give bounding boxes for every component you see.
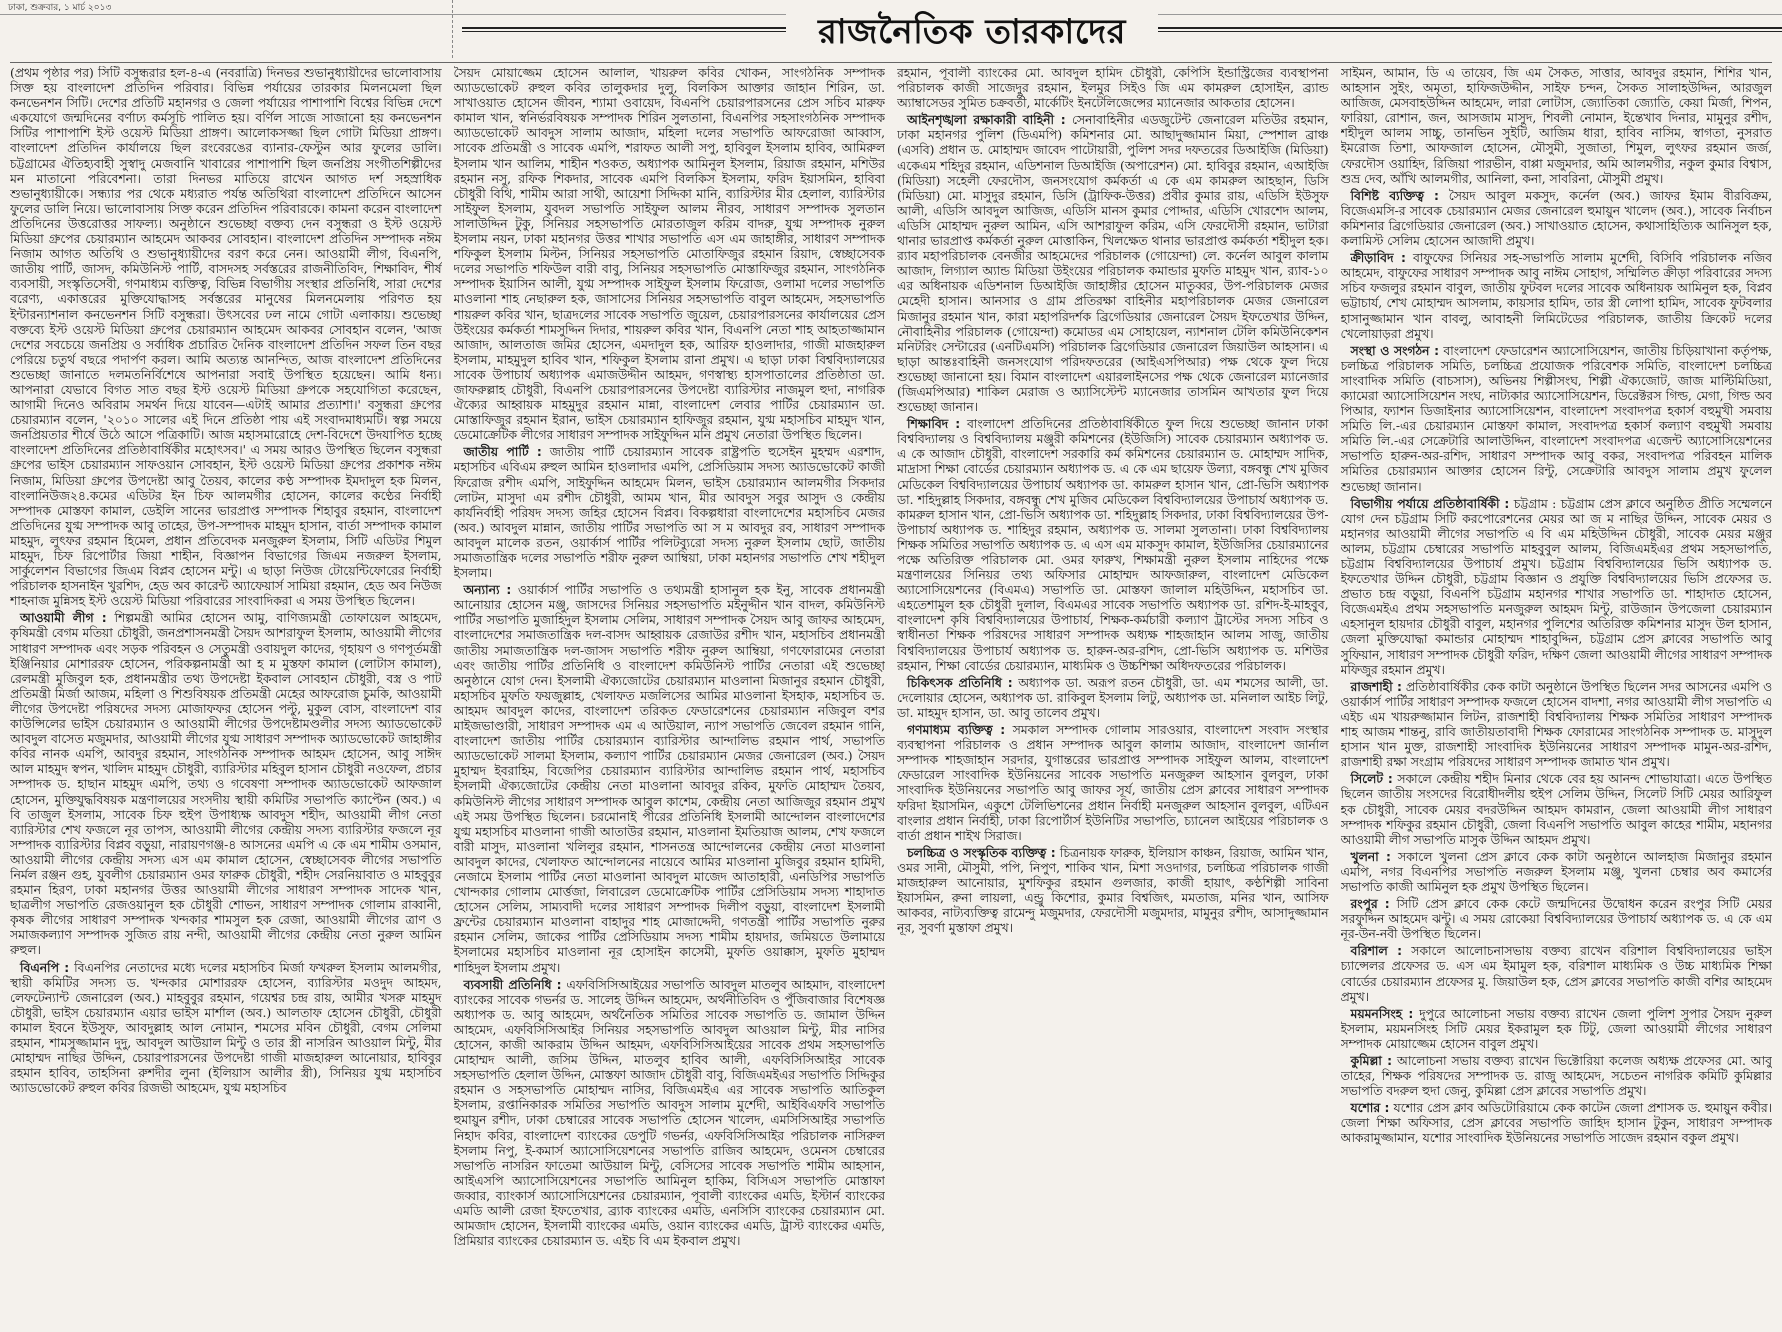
paragraph-text: আলোচনা সভায় বক্তব্য রাখেন ভিক্টোরিয়া কলেজ অধ্যক্ষ প্রফেসর মো. আবু তাহের, শিক্ষক পরিষদের সম্পাদক ড. রাজু আহমেদ, সচেতন নাগরিক কমিটি কুমিল্লার সভাপতি বদরুল হুদা জেনু, কুমিল্লা প্রেস ক্লাবের সভাপতি প্রমুখ। — [1340, 1054, 1772, 1099]
section-label: চিকিৎসক প্রতিনিধি : — [907, 675, 1013, 690]
section-label: অন্যান্য : — [463, 583, 512, 598]
paragraph-text: বাংলাদেশ প্রতিদিনের প্রতিষ্ঠাবার্ষিকীতে ফুল দিয়ে শুভেচ্ছা জানান ঢাকা বিশ্ববিদ্যালয় ও বিশ্ববিদ্যালয় মঞ্জুরী কমিশনের (ইউজিসি) সাবেক চেয়ারম্যান অধ্যাপক ড. এ কে আজাদ চৌধুরী, বাংলাদেশ সরকারি কর্ম কমিশনের চেয়ারম্যান ড. মোহাম্মদ সাদিক, মাদ্রাসা শিক্ষা বোর্ডের চেয়ারম্যান অধ্যাপক ড. এ কে এম ছায়েফ উল্যা, বঙ্গবন্ধু শেখ মুজিব মেডিকেল বিশ্ববিদ্যালয়ের উপাচার্য অধ্যাপক ডা. কামরুল হাসান খান, প্রো-ভিসি অধ্যাপক ডা. শহিদুল্লাহ সিকদার, বঙ্গবন্ধু শেখ মুজিব মেডিকেল বিশ্ববিদ্যালয়ের উপাচার্য অধ্যাপক ড. কামরুল হাসান খান, প্রো-ভিসি অধ্যাপক ডা. শহিদুল্লাহ সিকদার, ঢাকা বিশ্ববিদ্যালয়ের উপ-উপাচার্য অধ্যাপক ড. শাহিদুর রহমান, অধ্যাপক ড. সালমা সুলতানা। ঢাকা বিশ্ববিদ্যালয় শিক্ষক সমিতির সভাপতি অধ্যাপক ড. এ এস এম মাকসুদ কামাল, ইউজিসির চেয়ারম্যানের পক্ষে অতিরিক্ত পরিচালক মো. ওমর ফারুখ, শিক্ষামন্ত্রী নুরুল ইসলাম নাহিদের পক্ষে মন্ত্রণালয়ের সিনিয়র তথ্য অফিসার মোহাম্মদ আফজারুল, বাংলাদেশ মেডিকেল অ্যাসোসিয়েশনের (বিএমএ) সভাপতি ডা. মোস্তফা জালাল মহিউদ্দিন, মহাসচিব ডা. এহতেশামুল হক চৌধুরী দুলাল, বিএমএর সাবেক সভাপতি অধ্যাপক ডা. রশিদ-ই-মাহবুব, বাংলাদেশ কৃষি বিশ্ববিদ্যালয়ের উপাচার্য, শিক্ষক-কর্মচারী কল্যাণ ট্রাস্টের সদস্য সচিব ও স্বাধীনতা শিক্ষক পরিষদের সাধারণ সম্পাদক অধ্যক্ষ শাহজাহান আলম সাজু, জাতীয় বিশ্ববিদ্যালয়ের উপাচার্য অধ্যাপক ড. হারুন-অর-রশিদ, প্রো-ভিসি অধ্যাপক ড. মশিউর রহমান, শিক্ষা বোর্ডের চেয়ারম্যান, মাধ্যমিক ও উচ্চশিক্ষা অধিদফতরের পরিচালক। — [897, 417, 1329, 673]
article-paragraph — [1341, 1054, 1773, 1099]
paragraph-text: বাফুফের সিনিয়র সহ-সভাপতি সালাম মুর্শেদী, বিসিবি পরিচালক নজিব আহমেদ, বাফুফের সাধারণ সম্পাদক আবু নাঈম সোহাগ, সম্মিলিত ক্রীড়া পরিবারের সদস্য সচিব ফজলুর রহমান বাবুল, জাতীয় ফুটবল দলের সাবেক অধিনায়ক আমিনুল হক, বিপ্লব ভট্টাচার্য, শেখ মোহাম্মদ আসলাম, কায়সার হামিদ, তার স্ত্রী লোপা হামিদ, সাবেক ফুটবলার হাসানুজ্জামান খান বাবলু, আবাহনী লিমিটেডের পরিচালক, জাতীয় ক্রিকেট দলের খেলোয়াড়রা প্রমুখ। — [1340, 251, 1772, 341]
article-paragraph — [1341, 897, 1773, 942]
paragraph-text: সেনাবাহিনীর এডজুটেন্ট জেনারেল মতিউর রহমান, ঢাকা মহানগর পুলিশ (ডিএমপি) কমিশনার মো. আছাদুজ্জামান মিয়া, স্পেশাল ব্রাঞ্চ (এসবি) প্রধান ড. মোহাম্মদ জাবেদ পাটোয়ারী, পুলিশ সদর দফতরের ডিআইজি (মিডিয়া) একেএম শহিদুর রহমান, এডিশনাল ডিআইজি (অপারেশন) মো. হাবিবুর রহমান, এআইজি (মিডিয়া) সহেলী ফেরদৌস, জনসংযোগ কর্মকর্তা এ কে এম কামরুল আহছান, ডিসি (মিডিয়া) মো. মাসুদুর রহমান, ডিসি (ট্রাফিক-উত্তর) প্রবীর কুমার রায়, এডিসি ইউসুফ আলী, এডিসি আবদুল আজিজ, এডিসি মানস কুমার পোদ্দার, এডিসি খোরশেদ আলম, এডিসি মোহাম্মদ নুরুল আমিন, এসি আশরাফুল করিম, এসি ফেরদৌসী রহমান, ভাটারা থানার ভারপ্রাপ্ত কর্মকর্তা নুরুল মোত্তাকিন, খিলক্ষেত থানার ভারপ্রাপ্ত কর্মকর্তা শহীদুল হক। র‌্যাব মহাপরিচালক বেনজীর আহমেদের পরিচালক (গোয়েন্দা) লে. কর্নেল আবুল কালাম আজাদ, লিগ্যাল অ্যান্ড মিডিয়া উইংয়ের পরিচালক কমান্ডার মুফতি মাহমুদ খান, র‌্যাব-১০ এর অধিনায়ক এডিশনাল ডিআইজি জাহাঙ্গীর হোসেন মাতুব্বর, উপ-পরিচালক মেজর মেহেদী হাসান। আনসার ও গ্রাম প্রতিরক্ষা বাহিনীর মহাপরিচালক মেজর জেনারেল মিজানুর রহমান খান, কারা মহাপরিদর্শক ব্রিগেডিয়ার জেনারেল সৈয়দ ইফতেখার উদ্দিন, নৌবাহিনীর পরিচালক (গোয়েন্দা) কমোডর এম সোহায়েল, ন্যাশনাল টেলি কমিউনিকেশন মনিটরিং সেন্টারের (এনটিএমসি) পরিচালক ব্রিগেডিয়ার জেনারেল জিয়াউল আহসান। এ ছাড়া আন্তঃবাহিনী জনসংযোগ পরিদফতরের (আইএসপিআর) পক্ষ থেকে ফুল দিয়ে শুভেচ্ছা জানানো হয়। বিমান বাংলাদেশ এয়ারলাইনসের পক্ষ থেকে জেনারেল ম্যানেজার (জিএমপিআর) শাকিল মেরাজ ও অ্যাসিস্টেন্ট ম্যানেজার তাসমিন আখতার ফুল দিয়ে শুভেচ্ছা জানান। — [897, 113, 1329, 415]
section-label: কুমিল্লা : — [1350, 1054, 1393, 1068]
article-paragraph — [897, 66, 1329, 111]
article-paragraph — [1341, 1101, 1773, 1146]
article-paragraph — [1341, 66, 1773, 187]
paragraph-text: সৈয়দ মোয়াজ্জেম হোসেন আলাল, খায়রুল কবির খোকন, সাংগঠনিক সম্পাদক অ্যাডভোকেট রুহুল কবির তালুকদার দুলু, বিলকিস আক্তার জাহান শিরিন, ডা. সাখাওয়াত হোসেন জীবন, শ্যামা ওবায়েদ, বিএনপি চেয়ারপারসনের প্রেস সচিব মারুফ কামাল খান, স্বনির্ভরবিষয়ক সম্পাদক শিরিন সুলতানা, বিএনপির সহসাংগঠনিক সম্পাদক অ্যাডভোকেট আবদুস সালাম আজাদ, মহিলা দলের সভাপতি আফরোজা আব্বাস, সাবেক প্রতিমন্ত্রী ও সাবেক এমপি, শরাফত আলী সপু, হাবিবুল ইসলাম হাবিব, আমিরুল ইসলাম খান আলিম, শাহীন শওকত, অধ্যাপক আমিনুল ইসলাম, রিয়াজ রহমান, মশিউর রহমান নসু, রফিক শিকদার, সাবেক এমপি বিলকিস ইসলাম, ফরিদ ইয়াসমিন, হাবিবা চৌধুরী বিথি, শামীম আরা সাথী, আয়েশা সিদ্দিকা মানি, ব্যারিস্টার মীর হেলাল, ব্যারিস্টার সাইফুল ইসলাম, যুবদল সভাপতি সাইফুল আলম নীরব, সাধারণ সম্পাদক সুলতান সালাউদ্দিন টুকু, সিনিয়র সহসভাপতি মোরতাজুল করিম বাদরু, যুগ্ম সম্পাদক নুরুল ইসলাম নয়ন, ঢাকা মহানগর উত্তর শাখার সভাপতি এস এম জাহাঙ্গীর, সাধারণ সম্পাদক শফিকুল ইসলাম মিল্টন, সিনিয়র সহসভাপতি মোতাফিজুর রহমান রিয়াদ, স্বেচ্ছাসেবক দলের সভাপতি শফিউল বারী বাবু, সিনিয়র সহসভাপতি মোস্তাফিজুর রহমান, সাংগঠনিক সম্পাদক ইয়াসিন আলী, যুগ্ম সম্পাদক সাইফুল ইসলাম ফিরোজ, ওলামা দলের সভাপতি মাওলানা শাহ নেছারুল হক, জাসাসের সিনিয়র সহসভাপতি বাবুল আহমেদ, সহসভাপতি শায়রুল কবির খান, ছাত্রদলের সাবেক সভাপতি জুয়েল, চেয়ারপারসনের কার্যালয়ের প্রেস উইংয়ের কর্মকর্তা শামসুদ্দিন দিদার, শায়রুল কবির খান, বিএনপি নেতা শাহ আহতাজ্জামান আজাদ, আলতাজ জমির হোসেন, এমদাদুল হক, আরিফ হাওলাদার, গাজী মাজহারুল ইসলাম, মাহমুদুল হাবিব খান, শফিকুল ইসলাম রানা প্রমুখ। এ ছাড়া ঢাকা বিশ্ববিদ্যালয়ের সাবেক উপাচার্য অধ্যাপক এমাজউদ্দীন আহমদ, গণস্বাস্থ্য হাসপাতালের প্রতিষ্ঠাতা ডা. জাফরুল্লাহ চৌধুরী, বিএনপি চেয়ারপারসনের উপদেষ্টা ব্যারিস্টার নাজমুল হুদা, নাগরিক ঐক্যের আহ্বায়ক মাহমুদুর রহমান মান্না, বাংলাদেশ লেবার পার্টির চেয়ারম্যান ডা. মোস্তাফিজুর রহমান ইরান, ভাইস চেয়ারম্যান হাফিজুর রহমান, যুগ্ম মহাসচিব মাহমুদ খান, ডেমোক্রেটিক লীগের সাধারণ সম্পাদক সাইফুদ্দিন মনি প্রমুখ নেতারা উপস্থিত ছিলেন। — [453, 66, 885, 443]
section-label: বিএনপি : — [20, 960, 70, 975]
section-label: জাতীয় পার্টি : — [463, 445, 542, 460]
page-meta: ঢাকা, শুক্রবার, ১ মার্চ ২০১৩ — [8, 3, 112, 13]
article-paragraph — [10, 961, 442, 1097]
paragraph-text: বিএনপির নেতাদের মধ্যে দলের মহাসচিব মির্জা ফখরুল ইসলাম আলমগীর, স্থায়ী কমিটির সদস্য ড. খন্দকার মোশাররফ হোসেন, ব্যারিস্টার মওদুদ আহমদ, লেফটেন্যান্ট জেনারেল (অব.) মাহবুবুর রহমান, গয়েশ্বর চন্দ্র রায়, আমীর খসরু মাহমুদ চৌধুরী, ভাইস চেয়ারম্যান এয়ার ভাইস মার্শাল (অব.) আলতাফ হোসেন চৌধুরী, চৌধুরী কামাল ইবনে ইউসুফ, আবদুল্লাহ আল নোমান, শমসের মবিন চৌধুরী, বেগম সেলিমা রহমান, শামসুজ্জামান দুদু, আবদুল আউয়াল মিন্টু ও তার স্ত্রী নাসরিন আওয়াল মিন্টু, মীর মোহাম্মদ নাছির উদ্দিন, চেয়ারপারসনের উপদেষ্টা গাজী মাজহারুল আনোয়ার, হাবিবুর রহমান হাবিব, তাহসিনা রুশদীর লুনা (ইলিয়াস আলীর স্ত্রী), সিনিয়র যুগ্ম মহাসচিব অ্যাডভোকেট রুহুল কবির রিজভী আহমেদ, যুগ্ম মহাসচিব — [10, 960, 442, 1096]
article-paragraph — [1341, 772, 1773, 847]
paragraph-text: চিত্রনায়ক ফারুক, ইলিয়াস কাঞ্চন, রিয়াজ, আমিন খান, ওমর সানী, মৌসুমী, পপি, নিপুণ, শাকিব খান, মিশা সওদাগর, চলচ্চিত্র পরিচালক গাজী মাজহারুল আনোয়ার, মুশফিকুর রহমান গুলজার, কাজী হায়াৎ, কণ্ঠশিল্পী সাবিনা ইয়াসমিন, রুনা লায়লা, এন্ড্রু কিশোর, কুমার বিশ্বজিৎ, মমতাজ, মনির খান, আসিফ আকবর, নাট্যব্যক্তিত্ব রামেন্দু মজুমদার, ফেরদৌসী মজুমদার, মামুনুর রশীদ, আসাদুজ্জামান নূর, সুবর্ণা মুস্তাফা প্রমুখ। — [897, 845, 1329, 936]
section-label: আওয়ামী লীগ : — [20, 611, 107, 626]
paragraph-text: (প্রথম পৃষ্ঠার পর) সিটি বসুন্ধরার হল-৪-এ (নবরাত্রি) দিনভর শুভানুধ্যায়ীদের ভালোবাসায় সিক্ত হয় বাংলাদেশ প্রতিদিন পরিবার। বিভিন্ন পর্যায়ের তারকার মিলনমেলা ছিল কনভেনশন সিটি। দেশের প্রতিটি মহানগর ও জেলা পর্যায়ের পাশাপাশি বিশ্বের বিভিন্ন দেশে একযোগে জন্মদিনের বর্ণাঢ্য কর্মসূচি পালিত হয়। বর্ণিল সাজে সাজানো হয় কনভেনশন সিটির পাশাপাশি ইস্ট ওয়েস্ট মিডিয়া প্রাঙ্গণ। আলোকসজ্জা ছিল গোটা মিডিয়া প্রাঙ্গণ। বাংলাদেশ প্রতিদিন কার্যালয়ে ছিল রংবেরঙের ব্যানার-ফেস্টুন আর ফুলের ডালি। চট্টগ্রামের ঐতিহ্যবাহী সুস্বাদু মেজবানি খাবারের পাশাপাশি ছিল জনপ্রিয় সংগীতশিল্পীদের মন মাতানো পরিবেশনা। তারা দিনভর মাতিয়ে রাখেন আগত দর্শ সহস্রাধিক শুভানুধ্যায়ীকে। সন্ধ্যার পর থেকে মধ্যরাত পর্যন্ত অতিথিরা বাংলাদেশ প্রতিদিনে আসেন ফুলের ডালি নিয়ে। ভালোবাসায় সিক্ত করেন প্রতিদিন পরিবারকে। কামনা করেন বাংলাদেশ প্রতিদিনের উত্তরোত্তর সাফল্য। অনুষ্ঠানে শুভেচ্ছা বক্তব্য দেন বসুন্ধরা ও ইস্ট ওয়েস্ট মিডিয়া গ্রুপের চেয়ারম্যান আহমেদ আকবর সোবহান। বাংলাদেশ প্রতিদিন সম্পাদক নঈম নিজাম আগত অতিথি ও শুভানুধ্যায়ীদের বরণ করে নেন। আওয়ামী লীগ, বিএনপি, জাতীয় পার্টি, জাসদ, কমিউনিস্ট পার্টি, বাসদসহ সর্বস্তরের রাজনীতিবিদ, শিক্ষাবিদ, শীর্ষ ব্যবসায়ী, সংস্কৃতিসেবী, গণমাধ্যম ব্যক্তিত্ব, বিভিন্ন বিভাগীয় সংস্থার প্রতিনিধি, সারা দেশের বরেণ্য, একাত্তরের মুক্তিযোদ্ধাসহ সর্বস্তরের মানুষের মিলনমেলায় পরিণত হয় ইন্টারন্যাশনাল কনভেনশন সিটি বসুন্ধরা। উৎসবের ঢল নামে গোটা এলাকায়। শুভেচ্ছা বক্তব্যে ইস্ট ওয়েস্ট মিডিয়া গ্রুপের চেয়ারম্যান আহমেদ আকবর সোবহান বলেন, 'আজ দেশের সবচেয়ে জনপ্রিয় ও সর্বাধিক প্রচারিত দৈনিক বাংলাদেশ প্রতিদিন সফল তিন বছর পেরিয়ে চতুর্থ বছরে পদার্পণ করল। আমি অত্যন্ত আনন্দিত, আজ বাংলাদেশ প্রতিদিনের শুভেচ্ছা জানাতে দলমতনির্বিশেষে আপনারা সবাই উপস্থিত হয়েছেন। আমি ধন্য। আপনারা যেভাবে বিগত সাত বছর ইস্ট ওয়েস্ট মিডিয়া গ্রুপকে সহযোগিতা করেছেন, আগামী দিনেও অবিরাম সমর্থন দিয়ে যাবেন—এটাই আমার প্রত্যাশা।' বসুন্ধরা গ্রুপের চেয়ারম্যান বলেন, '২০১০ সালের এই দিনে প্রতিষ্ঠা পায় এই সংবাদমাধ্যমটি। স্বল্প সময়ে জনপ্রিয়তার শীর্ষে উঠে আসে পত্রিকাটি। আজ মহাসমারোহে দেশ-বিদেশে উদযাপিত হচ্ছে বাংলাদেশ প্রতিদিনের প্রতিষ্ঠাবার্ষিকীর মহোৎসব।' এ সময় আরও উপস্থিত ছিলেন বসুন্ধরা গ্রুপের ভাইস চেয়ারম্যান সাফওয়ান সোবহান, ইস্ট ওয়েস্ট মিডিয়া গ্রুপের প্রকাশক নঈম নিজাম, মিডিয়া গ্রুপের উপদেষ্টা আবু তৈয়ব, কালের কণ্ঠ সম্পাদক ইমদাদুল হক মিলন, বাংলানিউজ২৪.কমের এডিটর ইন চিফ আলমগীর হোসেন, কালের কণ্ঠের নির্বাহী সম্পাদক মোস্তফা কামাল, ডেইলি সানের ভারপ্রাপ্ত সম্পাদক শিহাবুর রহমান, বাংলাদেশ প্রতিদিনের যুগ্ম সম্পাদক আবু তাহের, উপ-সম্পাদক মাহমুদ হাসান, বার্তা সম্পাদক কামাল মাহমুদ, লুৎফর রহমান হিমেল, প্রধান প্রতিবেদক মনজুরুল ইসলাম, সিটি এডিটর শিমুল মাহমুদ, চিফ রিপোর্টার জিয়া শাহীন, বিজ্ঞাপন বিভাগের জিএম নজরুল ইসলাম, সার্কুলেশন বিভাগের জিএম বিপ্লব হোসেন মন্টু। এ ছাড়া নিউজ টোয়েন্টিফোরের নির্বাহী পরিচালক হাসনাইন খুরশিদ, হেড অব কারেন্ট অ্যাফেয়ার্স সামিয়া রহমান, হেড অব নিউজ শাহনাজ মুন্নিসহ ইস্ট ওয়েস্ট মিডিয়া পরিবারের সাংবাদিকরা এ সময় উপস্থিত ছিলেন। — [10, 66, 442, 609]
paragraph-text: সকালে আলোচনাসভায় বক্তব্য রাখেন বরিশাল বিশ্ববিদ্যালয়ের ভাইস চ্যান্সেলর প্রফেসর ড. এস এম ইমামুল হক, বরিশাল মাধ্যমিক ও উচ্চ মাধ্যমিক শিক্ষা বোর্ডের চেয়ারম্যান প্রফেসর মু. জিয়াউল হক, প্রেস ক্লাবের সভাপতি কাজী বশির আহমেদ প্রমুখ। — [1340, 944, 1772, 1004]
paragraph-text: দুপুরে আলোচনা সভায় বক্তব্য রাখেন জেলা পুলিশ সুপার সৈয়দ নুরুল ইসলাম, ময়মনসিংহ সিটি মেয়র ইকরামুল হক টিটু, জেলা আওয়ামী লীগের সাধারণ সম্পাদক মোয়াজ্জেম হোসেন বাবুল প্রমুখ। — [1340, 1006, 1772, 1051]
article-paragraph — [1341, 189, 1773, 249]
article-paragraph — [1341, 680, 1773, 771]
section-label: বরিশাল : — [1350, 944, 1403, 959]
article-paragraph — [1341, 944, 1773, 1004]
article-paragraph — [897, 113, 1329, 415]
body-rule — [10, 62, 1772, 63]
section-label: বিশিষ্ট ব্যক্তিত্ব : — [1350, 188, 1439, 203]
article-paragraph — [897, 723, 1329, 844]
article-paragraph — [897, 676, 1329, 721]
article-paragraph — [1341, 497, 1773, 678]
paragraph-text: প্রতিষ্ঠাবার্ষিকীর কেক কাটা অনুষ্ঠানে উপস্থিত ছিলেন সদর আসনের এমপি ও ওয়ার্কার্স পার্টির সাধারণ সম্পাদক ফজলে হোসেন বাদশা, নগর আওয়ামী লীগ সভাপতি এ এইচ এম খায়রুজ্জামান লিটন, রাজশাহী বিশ্ববিদ্যালয় শিক্ষক সমিতির সাধারণ সম্পাদক শাহ আজম শান্তনু, রাবি জাতীয়তাবাদী শিক্ষক ফোরামের সাংগঠনিক সম্পাদক ড. মাসুদুল হাসান খান মুক্ত, রাজশাহী সাংবাদিক ইউনিয়নের সাধারণ সম্পাদক মামুন-অর-রশিদ, রাজশাহী রক্ষা সংগ্রাম পরিষদের সাধারণ সম্পাদক জামাত খান প্রমুখ। — [1340, 679, 1772, 770]
paragraph-text: সাইমন, আমান, ডি এ তায়েব, জি এম সৈকত, সাত্তার, আবদুর রহমান, শিশির খান, আহসান সুইং, অমৃতা, হাফিজউদ্দীন, সাইফ চন্দন, সৈকত সালাহউদ্দিন, আরজুল আজিজ, মেসবাহউদ্দিন আহমেদ, লারা লোটাস, জ্যোতিকা জ্যোতি, কেয়া মির্জা, শিপন, ফারিয়া, রোশান, জন, আসজাম মাসুদ, শিবলী নোমান, ইন্তেখাব দিনার, মামুনুর রশীদ, শহীদুল আলম সাচ্চু, তানভিন সুইটি, আজিম ধারা, হাবিব নাসিম, স্বাগতা, নুসরাত ইমরোজ তিশা, আফজাল হোসেন, মৌসুমী, সুজাতা, শিমুল, লুৎফর রহমান জর্জ, ফেরদৌস ওয়াহিদ, রিজিয়া পারভীন, বাপ্পা মজুমদার, অমি আলমগীর, নকুল কুমার বিশ্বাস, শুভ্র দেব, আঁখি আলমগীর, আনিলা, কনা, সাবরিনা, মৌসুমী প্রমুখ। — [1340, 66, 1772, 186]
paragraph-text: চট্টগ্রাম : চট্টগ্রাম প্রেস ক্লাবে অনুষ্ঠিত প্রীতি সম্মেলনে যোগ দেন চট্টগ্রাম সিটি করপোরেশনের মেয়র আ জ ম নাছির উদ্দিন, সাবেক মেয়র ও মহানগর আওয়ামী লীগের সভাপতি এ বি এম মহিউদ্দিন চৌধুরী, সাবেক মেয়র মঞ্জুর আলম, চট্টগ্রাম চেম্বারের সভাপতি মাহবুবুল আলম, বিজিএমইএর প্রথম সহসভাপতি, চট্টগ্রাম বিশ্ববিদ্যালয়ের উপাচার্য প্রমুখ। চট্টগ্রাম বিশ্ববিদ্যালয়ের ভিসি অধ্যাপক ড. ইফতেখার উদ্দিন চৌধুরী, চট্টগ্রাম বিজ্ঞান ও প্রযুক্তি বিশ্ববিদ্যালয়ের ভিসি প্রফেসর ড. প্রভাত চন্দ্র বড়ুয়া, বিএনপি চট্টগ্রাম মহানগর শাখার সভাপতি ডা. শাহাদাত হোসেন, বিজেএমইএ প্রথম সহসভাপতি মনজুরুল আহমদ মিন্টু, রাউজান উপজেলা চেয়ারম্যান এহসানুল হায়দার চৌধুরী বাবুল, মহানগর পুলিশের অতিরিক্ত কমিশনার মাসুদ উল হাসান, জেলা মুক্তিযোদ্ধা কমান্ডার মোহাম্মদ শাহাবুদ্দিন, চট্টগ্রাম প্রেস ক্লাবের সভাপতি আবু সুফিয়ান, সাধারণ সম্পাদক চৌধুরী ফরিদ, দক্ষিণ জেলা আওয়ামী লীগের সাধারণ সম্পাদক মফিজুর রহমান প্রমুখ। — [1340, 496, 1772, 677]
section-label: শিক্ষাবিদ : — [907, 417, 961, 432]
header-divider — [452, 0, 453, 58]
section-label: রাজশাহী : — [1350, 679, 1402, 694]
section-label: গণমাধ্যম ব্যক্তিত্ব : — [907, 723, 1006, 738]
section-label: রংপুর : — [1350, 897, 1390, 912]
paragraph-text: সৈয়দ আবুল মকসুদ, কর্নেল (অব.) জাফর ইমাম বীরবিক্রম, বিজেএমসি-র সাবেক চেয়ারম্যান মেজর জেনারেল হুমায়ুন খালেদ (অব.), সাবেক নির্বাচন কমিশনার ব্রিগেডিয়ার জেনারেল (অব.) সাখাওয়াত হোসেন, কথাসাহিত্যিক আনিসুল হক, কলামিস্ট সেলিম হোসেন আজাদী প্রমুখ। — [1340, 188, 1772, 249]
article-column-1 — [10, 66, 442, 1324]
article-paragraph — [897, 417, 1329, 674]
section-label: খুলনা : — [1350, 849, 1391, 864]
section-label: ময়মনসিংহ : — [1350, 1006, 1414, 1021]
section-label: বিভাগীয় পর্যায়ে প্রতিষ্ঠাবার্ষিকী : — [1350, 496, 1510, 511]
section-label: ক্রীড়াবিদ : — [1350, 251, 1406, 266]
article-columns — [10, 66, 1772, 1324]
paragraph-text: সমকাল সম্পাদক গোলাম সারওয়ার, বাংলাদেশ সংবাদ সংস্থার ব্যবস্থাপনা পরিচালক ও প্রধান সম্পাদক আবুল কালাম আজাদ, বাংলাদেশ জার্নাল সম্পাদক শাহজাহান সরদার, যুগান্তরের ভারপ্রাপ্ত সম্পাদক সাইফুল আলম, বাংলাদেশ ফেডারেল সাংবাদিক ইউনিয়নের সাবেক সভাপতি মনজুরুল আহসান বুলবুল, ঢাকা সাংবাদিক ইউনিয়নের সভাপতি আবু জাফর সূর্য, জাতীয় প্রেস ক্লাবের সাধারণ সম্পাদক ফরিদা ইয়াসমিন, একুশে টেলিভিশনের প্রধান নির্বাহী মনজুরুল আহসান বুলবুল, এটিএন বাংলার প্রধান নির্বাহী, ঢাকা রিপোর্টার্স ইউনিটির সভাপতি, চ্যানেল আইয়ের পরিচালক ও বার্তা প্রধান শাইখ সিরাজ। — [897, 723, 1329, 843]
article-paragraph — [1341, 344, 1773, 495]
article-paragraph — [454, 978, 886, 1250]
article-paragraph — [1341, 1007, 1773, 1052]
section-label: সিলেট : — [1350, 772, 1393, 787]
article-column-4 — [1341, 66, 1773, 1324]
paragraph-text: সকালে কেন্দ্রীয় শহীদ মিনার থেকে বের হয় আনন্দ শোভাযাত্রা। এতে উপস্থিত ছিলেন জাতীয় সংসদের বিরোধীদলীয় হুইপ সেলিম উদ্দিন, সিলেট সিটি মেয়র আরিফুল হক চৌধুরী, সাবেক মেয়র বদরউদ্দিন আহমদ কামরান, জেলা আওয়ামী লীগ সাধারণ সম্পাদক শফিকুর রহমান চৌধুরী, জেলা বিএনপি সভাপতি আবুল কাহের শামীম, মহানগর আওয়ামী লীগ সভাপতি মাসুক উদ্দিন আহমদ প্রমুখ। — [1340, 772, 1772, 847]
paragraph-text: যশোর প্রেস ক্লাব অডিটোরিয়ামে কেক কাটেন জেলা প্রশাসক ড. হুমায়ুন কবীর। জেলা শিক্ষা অফিসার, প্রেস ক্লাবের সভাপতি জাহিদ হাসান টুকুন, সাধারণ সম্পাদক আকরামুজ্জামান, যশোর সাংবাদিক ইউনিয়নের সভাপতি সাজেদ রহমান বকুল প্রমুখ। — [1340, 1101, 1772, 1146]
paragraph-text: সিটি প্রেস ক্লাবে কেক কেটে জন্মদিনের উদ্বোধন করেন রংপুর সিটি মেয়র সরফুদ্দিন আহমেদ ঝন্টু। এ সময় রোকেয়া বিশ্ববিদ্যালয়ের উপাচার্য অধ্যাপক ড. এ কে এম নূর-উন-নবী উপস্থিত ছিলেন। — [1340, 897, 1772, 942]
article-paragraph — [1341, 251, 1773, 342]
article-paragraph — [897, 846, 1329, 937]
paragraph-text: বাংলাদেশ ফেডারেশন অ্যাসোসিয়েশন, জাতীয় চিড়িয়াখানা কর্তৃপক্ষ, চলচ্চিত্র পরিচালক সমিতি, চলচ্চিত্র প্রযোজক পরিবেশক সমিতি, বাংলাদেশ চলচ্চিত্র সাংবাদিক সমিতি (বাচসাস), অভিনয় শিল্পীসংঘ, শিল্পী ঐক্যজোট, জাজ মাল্টিমিডিয়া, ক্যামেরা অ্যাসোসিয়েশন সংঘ, নাট্যকার অ্যাসোসিয়েশন, ডিরেক্টরস গিল্ড, মেগা, গিল্ড অব পিআর, ফ্যাশন ডিজাইনার অ্যাসোসিয়েশন, বাংলাদেশ সংবাদপত্র হকার্স বহুমুখী সমবায় সমিতি লি.-এর চেয়ারম্যান মোস্তফা কামাল, সংবাদপত্র হকার্স কল্যাণ বহুমুখী সমবায় সমিতি লি.-এর সেক্রেটারি আলাউদ্দিন, বাংলাদেশ সংবাদপত্র এজেন্ট অ্যাসোসিয়েশনের সভাপতি হারুন-অর-রশিদ, সাধারণ সম্পাদক আবু বকর, সংবাদপত্র পরিবহন মালিক সমিতির চেয়ারম্যান আক্তার হোসেন রিন্টু, সেক্রেটারি আবদুস সালাম প্রমুখ ফুলেল শুভেচ্ছা জানান। — [1340, 343, 1772, 494]
paragraph-text: অধ্যাপক ডা. অরূপ রতন চৌধুরী, ডা. এম শমসের আলী, ডা. দেলোয়ার হোসেন, অধ্যাপক ডা. রাকিবুল ইসলাম লিটু, অধ্যাপক ডা. মনিলাল আইচ লিটু, ডা. মাহমুদ হাসান, ডা. আবু তালেব প্রমুখ। — [897, 675, 1329, 720]
heading-box — [786, 10, 1158, 58]
paragraph-text: এফবিসিসিআইয়ের সভাপতি আবদুল মাতলুব আহমাদ, বাংলাদেশ ব্যাংকের সাবেক গভর্নর ড. সালেহ উদ্দিন আহমেদ, অর্থনীতিবিদ ও পুঁজিবাজার বিশেষজ্ঞ অধ্যাপক ড. আবু আহমেদ, অর্থনৈতিক সমিতির সাবেক সভাপতি ড. জামাল উদ্দিন আহমেদ, এফবিসিসিআইর সিনিয়র সহসভাপতি আবদুল আওয়াল মিন্টু, মীর নাসির হোসেন, কাজী আকরাম উদ্দিন আহমদ, এফবিসিসিআইয়ের সাবেক প্রথম সহসভাপতি মোহাম্মদ আলী, জসিম উদ্দিন, মাতলুব হাবিব আলী, এফবিসিসিআইর সাবেক সহসভাপতি হেলাল উদ্দিন, মোস্তফা আজাদ চৌধুরী বাবু, বিজিএমইএর সভাপতি সিদ্দিকুর রহমান ও সহসভাপতি মোহাম্মদ নাসির, বিজিএমইএ এর সাবেক সভাপতি আতিকুল ইসলাম, রপ্তানিকারক সমিতির সভাপতি আবদুস সালাম মুর্শেদী, আইবিএফবি সভাপতি হুমায়ুন রশীদ, ঢাকা চেম্বারের সাবেক সভাপতি হোসেন খালেদ, এমসিসিআইর সভাপতি নিহাদ কবির, বাংলাদেশ ব্যাংকের ডেপুটি গভর্নর, এফবিসিসিআইর পরিচালক নাসিরুল ইসলাম নিপু, ই-কমার্স অ্যাসোসিয়েশনের সভাপতি রাজিব আহমেদ, ওমেনস চেম্বারের সভাপতি নাসরিন ফাতেমা আউয়াল মিন্টু, বেসিসের সাবেক সভাপতি শামীম আহসান, আইএসপি অ্যাসোসিয়েশনের সভাপতি আমিনুল হাকিম, বিসিএস সভাপতি মোস্তাফা জব্বার, ব্যাংকার্স অ্যাসোসিয়েশনের চেয়ারম্যান, পূবালী ব্যাংকের এমডি, ইস্টার্ন ব্যাংকের এমডি আলী রেজা ইফতেখার, ব্র্যাক ব্যাংকের এমডি, এনসিসি ব্যাংকের চেয়ারম্যান মো. আমজাদ হোসেন, ইসলামী ব্যাংকের এমডি, ওয়ান ব্যাংকের এমডি, ট্রাস্ট ব্যাংকের এমডি, প্রিমিয়ার ব্যাংকের চেয়ারম্যান ড. এইচ বি এম ইকবাল প্রমুখ। — [453, 977, 885, 1249]
article-column-3 — [897, 66, 1329, 1324]
paragraph-text: সকালে খুলনা প্রেস ক্লাবে কেক কাটা অনুষ্ঠানে আলহাজ মিজানুর রহমান এমপি, নগর বিএনপির সভাপতি নজরুল ইসলাম মঞ্জু, খুলনা চেম্বার অব কমার্সের সভাপতি কাজী আমিনুল হক প্রমুখ উপস্থিত ছিলেন। — [1340, 849, 1772, 894]
section-label: আইনশৃঙ্খলা রক্ষাকারী বাহিনী : — [907, 113, 1066, 128]
article-paragraph — [10, 66, 442, 609]
paragraph-text: ওয়ার্কার্স পার্টির সভাপতি ও তথ্যমন্ত্রী হাসানুল হক ইনু, সাবেক প্রধানমন্ত্রী আনোয়ার হোসেন মঞ্জু, জাসদের সিনিয়র সহসভাপতি মইনুদ্দীন খান বাদল, কমিউনিস্ট পার্টির সভাপতি মুজাহিদুল ইসলাম সেলিম, সাধারণ সম্পাদক সৈয়দ আবু জাফর আহমেদ, বাংলাদেশের সমাজতান্ত্রিক দল-বাসদ আহ্বায়ক রেজাউর রশীদ খান, মহাসচিব প্রধানমন্ত্রী জাতীয় সমাজতান্ত্রিক দল-জাসদ সভাপতি শরীফ নুরুল আম্বিয়া, গণফোরামের নেতারা এবং জাতীয় পার্টির প্রতিনিধি ও বাংলাদেশ কমিউনিস্ট পার্টির নেতারা এই শুভেচ্ছা অনুষ্ঠানে যোগ দেন। ইসলামী ঐক্যজোটের চেয়ারম্যান মাওলানা মিজানুর রহমান চৌধুরী, মহাসচিব মুফতি ফয়জুল্লাহ, খেলাফত মজলিসের আমির মাওলানা ইসহাক, মহাসচিব ড. আহমদ আবদুল কাদের, বাংলাদেশ তরিকত ফেডারেশনের চেয়ারম্যান নজিবুল বশর মাইজভাণ্ডারী, সাধারণ সম্পাদক এম এ আউয়াল, ন্যাপ সভাপতি জেবেল রহমান গানি, বাংলাদেশ জাতীয় পার্টির চেয়ারম্যান ব্যারিস্টার আন্দালিভ রহমান পার্থ, সভাপতি অ্যাডভোকেট সালমা ইসলাম, কল্যাণ পার্টির চেয়ারম্যান মেজর জেনারেল (অব.) সৈয়দ মুহাম্মদ ইবরাহিম, বিজেপির চেয়ারম্যান ব্যারিস্টার আন্দালিভ রহমান পার্থ, মহাসচিব ইসলামী ঐক্যজোটের কেন্দ্রীয় নেতা মাওলানা আবদুর রকিব, মুফতি মোহাম্মদ তৈয়ব, কমিউনিস্ট লীগের সাধারণ সম্পাদক আবুল কাশেম, কেন্দ্রীয় নেতা আজিজুর রহমান প্রমুখ এই সময় উপস্থিত ছিলেন। চরমোনাই পীরের প্রতিনিধি ইসলামী আন্দোলন বাংলাদেশের যুগ্ম মহাসচিব মাওলানা গাজী আতাউর রহমান, মাওলানা ইমতিয়াজ আলম, শেখ ফজলে বারী মাসুদ, মাওলানা খলিলুর রহমান, শাসনতন্ত্র আন্দোলনের কেন্দ্রীয় নেতা মাওলানা আবদুল কাদের, খেলাফত আন্দোলনের নায়েবে আমির মাওলানা মুজিবুর রহমান হামিদী, নেজামে ইসলাম পার্টির নেতা মাওলানা আবদুল মাজেদ আতাহারী, এনডিপির সভাপতি খোন্দকার গোলাম মোর্ত্তজা, লিবারেল ডেমোক্রেটিক পার্টির প্রেসিডিয়াম সদস্য শাহাদাত হোসেন সেলিম, সাম্যবাদী দলের সাধারণ সম্পাদক দিলীপ বড়ুয়া, বাংলাদেশ ইসলামী ফ্রন্টের চেয়ারম্যান মাওলানা বাহাদুর শাহ মোজাদ্দেদী, গণতন্ত্রী পার্টির সভাপতি নুরুর রহমান সেলিম, জাকের পার্টির প্রেসিডিয়াম সদস্য শামীম হায়দার, জমিয়তে উলামায়ে ইসলামের মহাসচিব মাওলানা নূর হোসাইন কাসেমী, মুফতি ওয়াক্কাস, মুফতি মুহাম্মদ শাহিদুল ইসলাম প্রমুখ। — [453, 583, 885, 975]
article-paragraph — [1341, 850, 1773, 895]
section-label: যশোর : — [1350, 1101, 1390, 1116]
article-paragraph — [454, 583, 886, 975]
section-label: চলচ্চিত্র ও সংস্কৃতিক ব্যক্তিত্ব : — [907, 845, 1056, 860]
paragraph-text: শিল্পমন্ত্রী আমির হোসেন আমু, বাণিজ্যমন্ত্রী তোফায়েল আহমেদ, কৃষিমন্ত্রী বেগম মতিয়া চৌধুরী, জনপ্রশাসনমন্ত্রী সৈয়দ আশরাফুল ইসলাম, আওয়ামী লীগের সাধারণ সম্পাদক এবং সড়ক পরিবহন ও সেতুমন্ত্রী ওবায়দুল কাদের, গৃহায়ণ ও গণপূর্তমন্ত্রী ইঞ্জিনিয়ার মোশাররফ হোসেন, পরিকল্পনামন্ত্রী আ হ ম মুস্তফা কামাল (লোটাস কামাল), রেলমন্ত্রী মুজিবুল হক, প্রধানমন্ত্রীর তথ্য উপদেষ্টা ইকবাল সোবহান চৌধুরী, বস্ত্র ও পাট প্রতিমন্ত্রী মির্জা আজম, মহিলা ও শিশুবিষয়ক প্রতিমন্ত্রী মেহের আফরোজ চুমকি, আওয়ামী লীগের উপদেষ্টা পরিষদের সদস্য মোজাফফর হোসেন পল্টু, মুকুল বোস, বাংলাদেশ বার কাউন্সিলের ভাইস চেয়ারম্যান ও আওয়ামী লীগের উপদেষ্টামণ্ডলীর সদস্য অ্যাডভোকেট আবদুল বাসেত মজুমদার, আওয়ামী লীগের যুগ্ম সাধারণ সম্পাদক অ্যাডভোকেট জাহাঙ্গীর কবির নানক এমপি, আবদুর রহমান, সাংগঠনিক সম্পাদক আহমদ হোসেন, আবু সাঈদ আল মাহমুদ স্বপন, খালিদ মাহমুদ চৌধুরী, ব্যারিস্টার মহিবুল হাসান চৌধুরী নওফেল, প্রচার সম্পাদক ড. হাছান মাহমুদ এমপি, তথ্য ও গবেষণা সম্পাদক অ্যাডভোকেট আফজাল হোসেন, মুক্তিযুদ্ধবিষয়ক মন্ত্রণালয়ের সংসদীয় স্থায়ী কমিটির সভাপতি ক্যাপ্টেন (অব.) এ বি তাজুল ইসলাম, সাবেক চিফ হুইপ উপাধ্যক্ষ আবদুস শহীদ, আওয়ামী লীগ নেতা ব্যারিস্টার শেখ ফজলে নূর তাপস, আওয়ামী লীগের কেন্দ্রীয় সদস্য ব্যারিস্টার ফজলে নূর সম্পাদক ব্যারিস্টার বিপ্লব বড়ুয়া, নারায়ণগঞ্জ-৪ আসনের এমপি এ কে এম শামীম ওসমান, আওয়ামী লীগের কেন্দ্রীয় সদস্য এস এম কামাল হোসেন, স্বেচ্ছাসেবক লীগের সভাপতি নির্মল রঞ্জন গুহ, যুবলীগ চেয়ারম্যান ওমর ফারুক চৌধুরী, শহীদ সেরনিয়াবাত ও মাহবুবুর রহমান হিরণ, ঢাকা মহানগর উত্তর আওয়ামী লীগের সাধারণ সম্পাদক সাদেক খান, ছাত্রলীগ সভাপতি রেজওয়ানুল হক চৌধুরী শোভন, সাধারণ সম্পাদক গোলাম রাব্বানী, কৃষক লীগের সাধারণ সম্পাদক খন্দকার শামসুল হক রেজা, আওয়ামী লীগের ত্রাণ ও সমাজকল্যাণ সম্পাদক সুজিত রায় নন্দী, আওয়ামী লীগের কেন্দ্রীয় নেতা নুরুল আমিন রুহুল। — [10, 611, 442, 958]
paragraph-text: রহমান, পূবালী ব্যাংকের মো. আবদুল হামিদ চৌধুরী, কেপিসি ইন্ডাস্ট্রিজের ব্যবস্থাপনা পরিচালক কাজী সাজেদুর রহমান, ইলমুর সিইও জি এম কামরুল হোসাইন, ব্র্যান্ড অ্যাম্বাসেডর সুমিত চক্রবর্তী, মার্কেটিং ইনটেলিজেন্সের ম্যানেজার আকতার হোসেন। — [897, 66, 1329, 111]
article-paragraph — [10, 611, 442, 958]
article-column-2 — [454, 66, 886, 1324]
section-label: সংস্থা ও সংগঠন : — [1350, 343, 1439, 358]
article-paragraph — [454, 66, 886, 443]
section-label: ব্যবসায়ী প্রতিনিধি : — [463, 977, 562, 992]
page-heading: রাজনৈতিক তারকাদের — [818, 11, 1126, 52]
paragraph-text: জাতীয় পার্টি চেয়ারম্যান সাবেক রাষ্ট্রপতি হুসেইন মুহম্মদ এরশাদ, মহাসচিব এবিএম রুহুল আমিন হাওলাদার এমপি, প্রেসিডিয়াম সদস্য অ্যাডভোকেট কাজী ফিরোজ রশীদ এমপি, সাইফুদ্দিন আহমেদ মিলন, ভাইস চেয়ারম্যান আলমগীর সিকদার লোটন, মাসুদা এম রশীদ চৌধুরী, আমম খান, মীর আবদুস সবুর আসুদ ও কেন্দ্রীয় কার্যনির্বাহী পরিষদ সদস্য জহির হোসেন বিপ্লব। বিকল্পধারা বাংলাদেশের মহাসচিব মেজর (অব.) আবদুল মান্নান, জাতীয় পার্টির সভাপতি আ স ম আবদুর রব, সাধারণ সম্পাদক আবদুল মালেক রতন, ওয়ার্কার্স পার্টির পলিটব্যুরো সদস্য নুরুল ইসলাম ছোট, জাতীয় সমাজতান্ত্রিক দলের সভাপতি শরীফ নুরুল আম্বিয়া, ঢাকা মহানগর সভাপতি শেখ শহীদুল ইসলাম। — [453, 445, 885, 581]
article-paragraph — [454, 445, 886, 581]
